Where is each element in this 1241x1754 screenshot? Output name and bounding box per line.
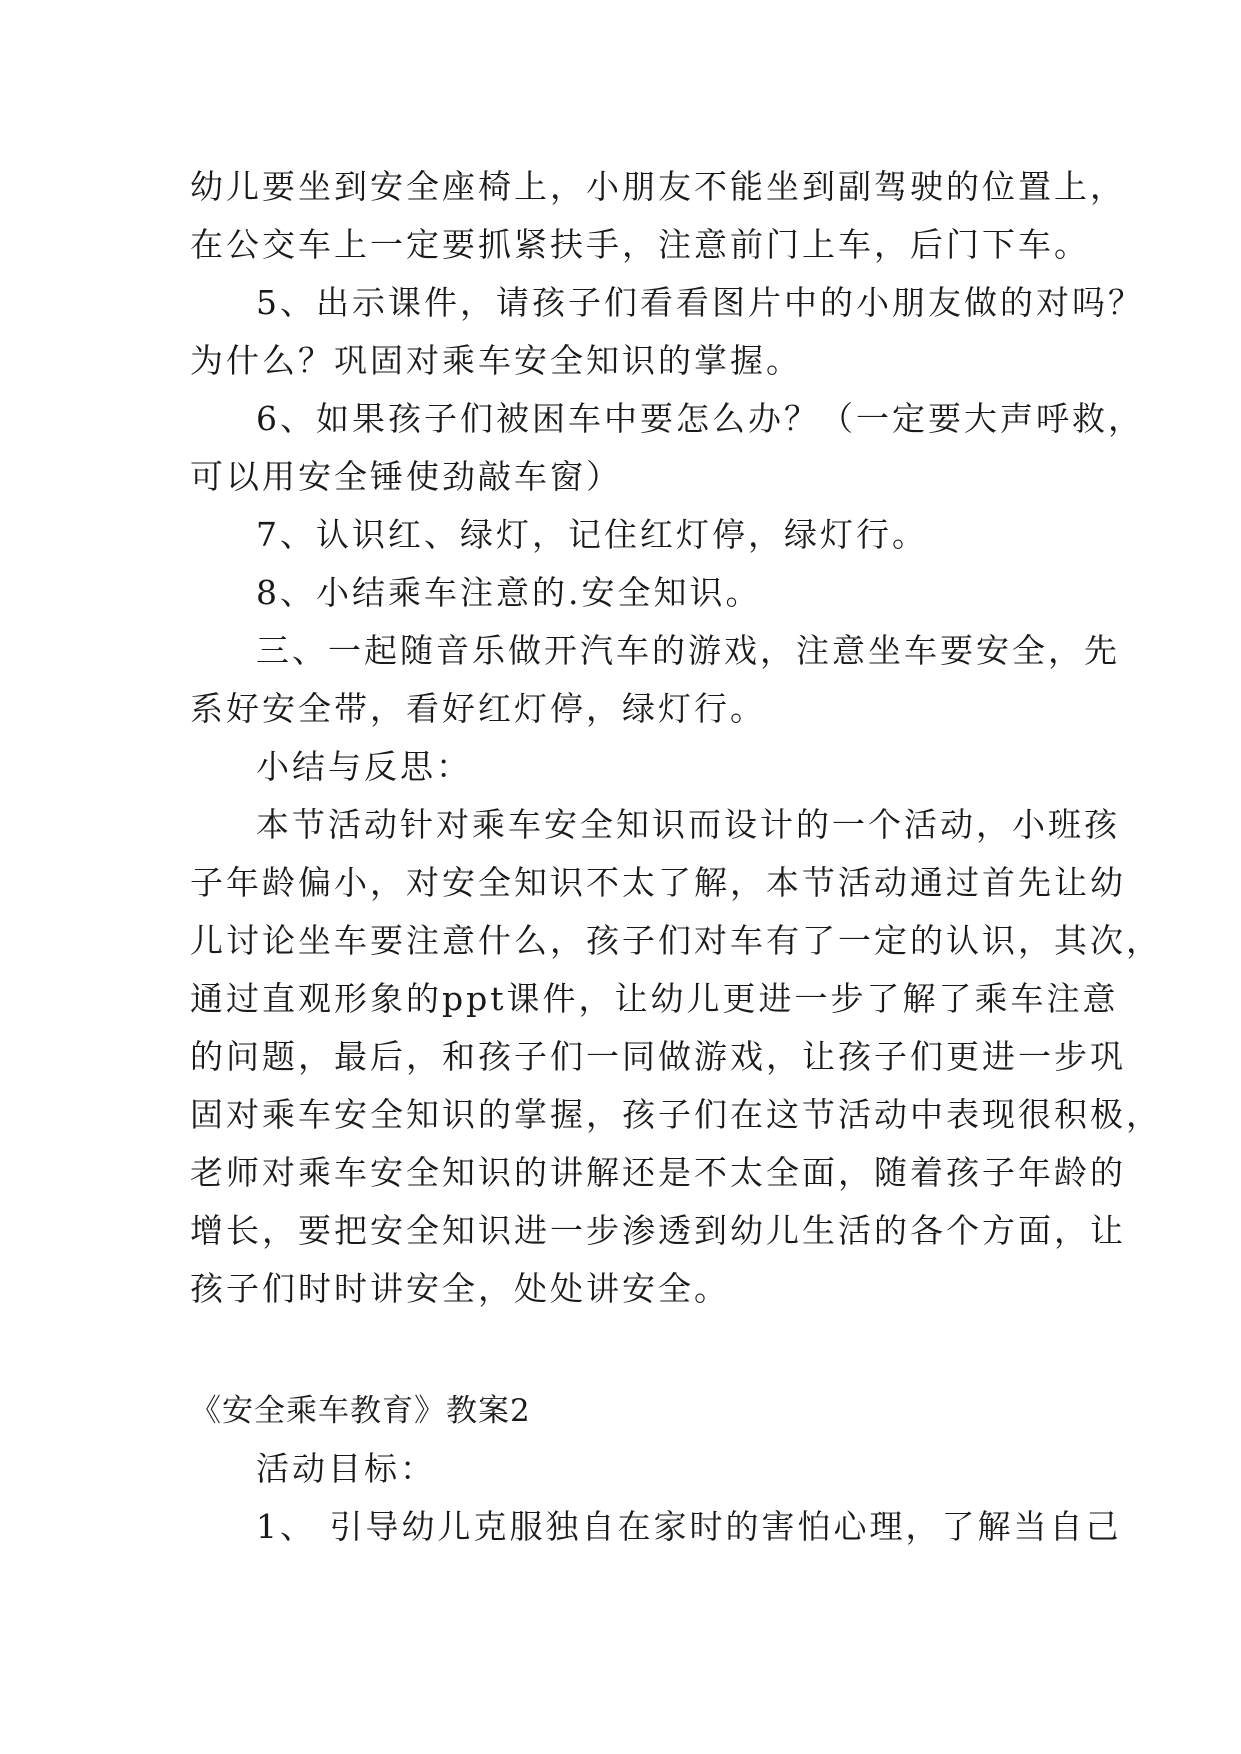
text-line: 系好安全带，看好红灯停，绿灯行。: [190, 689, 766, 728]
text-line: 1、 引导幼儿克服独自在家时的害怕心理，了解当自己: [256, 1507, 1122, 1546]
text-line: 子年龄偏小，对安全知识不太了解，本节活动通过首先让幼: [190, 863, 1126, 902]
text-line: 通过直观形象的ppt课件，让幼儿更进一步了解了乘车注意: [190, 979, 1119, 1018]
text-line: 可以用安全锤使劲敲车窗）: [190, 457, 622, 496]
text-line: 老师对乘车安全知识的讲解还是不太全面，随着孩子年龄的: [190, 1153, 1126, 1192]
section-gap: [190, 1318, 1060, 1382]
text-line: 在公交车上一定要抓紧扶手，注意前门上车，后门下车。: [190, 225, 1090, 264]
text-line: 三、一起随音乐做开汽车的游戏，注意坐车要安全，先: [256, 631, 1120, 670]
text-line: 小结与反思：: [256, 747, 472, 786]
text-line: 孩子们时时讲安全，处处讲安全。: [190, 1269, 730, 1308]
text-line: 7、认识红、绿灯，记住红灯停，绿灯行。: [256, 515, 928, 554]
text-line: 儿讨论坐车要注意什么，孩子们对车有了一定的认识，其次，: [190, 921, 1162, 960]
text-line: 6、如果孩子们被困车中要怎么办？（一定要大声呼救，: [256, 399, 1144, 438]
text-line: 为什么？巩固对乘车安全知识的掌握。: [190, 341, 802, 380]
text-line: 幼儿要坐到安全座椅上，小朋友不能坐到副驾驶的位置上，: [190, 167, 1126, 206]
document-page: [190, 158, 1162, 1556]
text-line: 固对乘车安全知识的掌握，孩子们在这节活动中表现很积极，: [190, 1095, 1162, 1134]
text-line: 活动目标：: [256, 1449, 436, 1488]
text-line: 8、小结乘车注意的.安全知识。: [256, 573, 762, 612]
section-title: 《安全乘车教育》教案2: [190, 1393, 531, 1429]
text-line: 增长，要把安全知识进一步渗透到幼儿生活的各个方面，让: [190, 1211, 1126, 1250]
text-line: 的问题，最后，和孩子们一同做游戏，让孩子们更进一步巩: [190, 1037, 1126, 1076]
text-line: 5、出示课件，请孩子们看看图片中的小朋友做的对吗？: [256, 283, 1144, 322]
text-line: 本节活动针对乘车安全知识而设计的一个活动，小班孩: [256, 805, 1120, 844]
